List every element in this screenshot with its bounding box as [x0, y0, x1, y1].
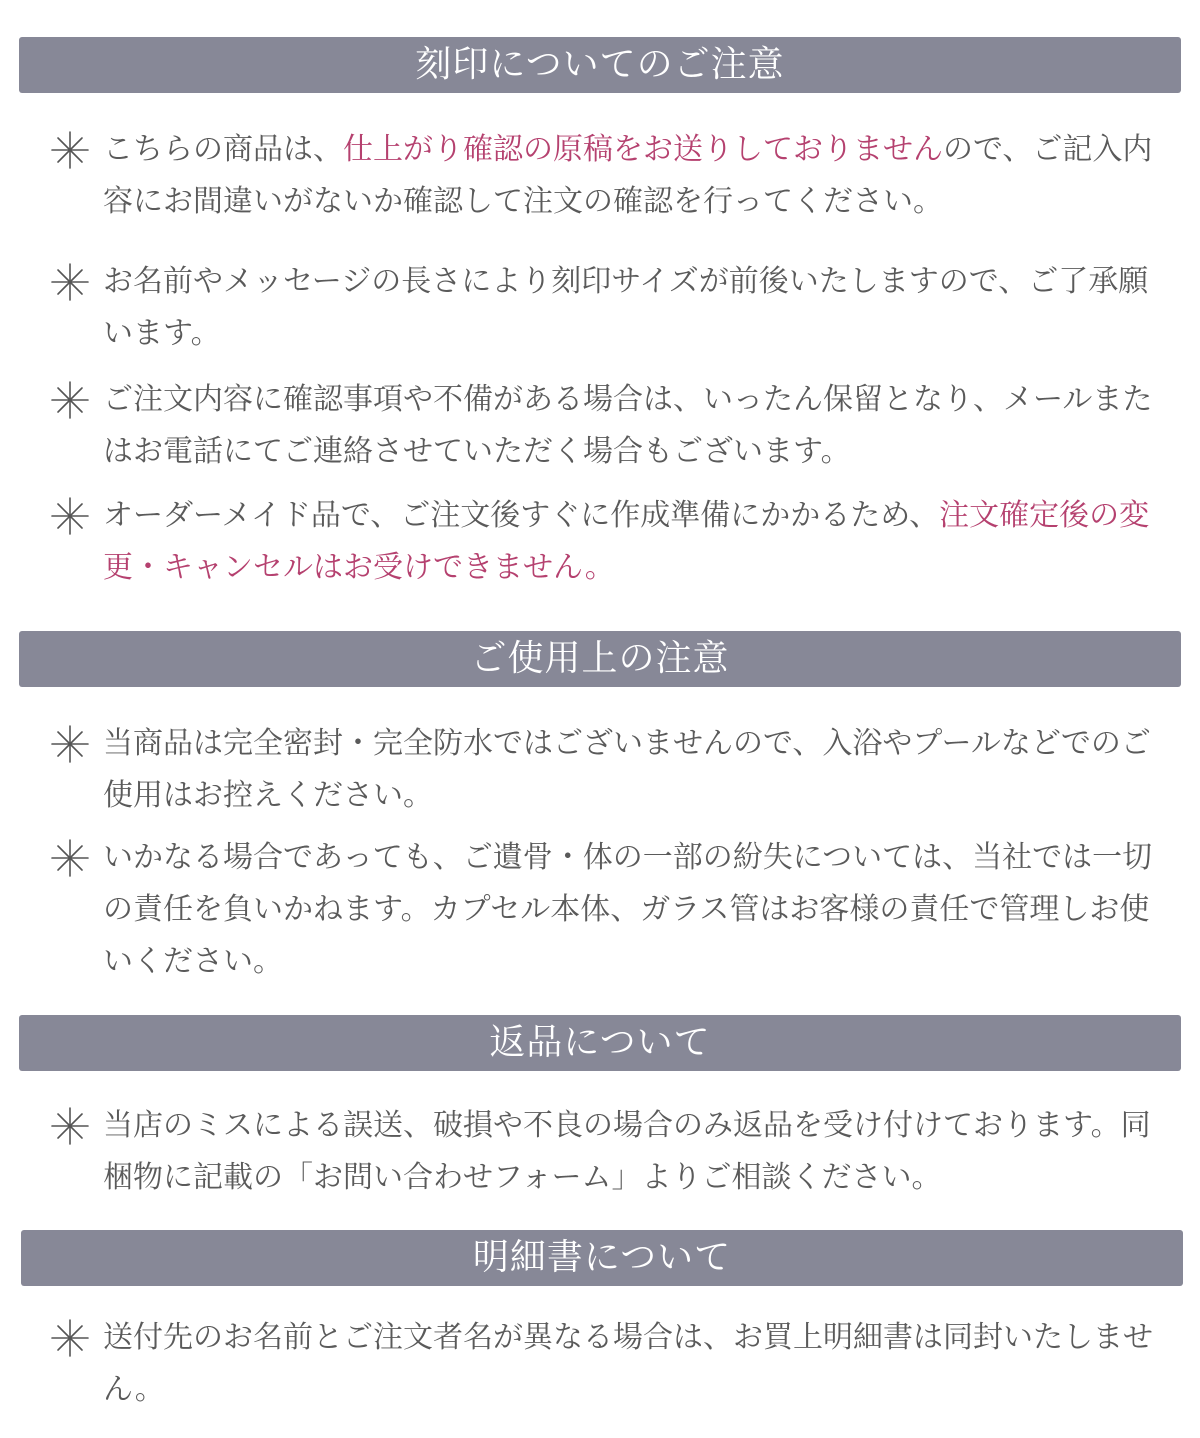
list-item	[50, 1100, 1160, 1204]
sparkle-icon	[50, 1318, 90, 1358]
sparkle-icon	[50, 262, 90, 302]
item-text: ので、ご記入内容にお間違いがないか確認して注文の確認を行ってください。	[103, 132, 1153, 219]
list-item	[50, 124, 1160, 228]
sparkle-icon	[50, 496, 90, 536]
list-item	[50, 832, 1160, 988]
section-header-engraving: 刻印についてのご注意	[19, 37, 1181, 93]
item-text: いかなる場合であっても、ご遺骨・体の一部の紛失については、当社では一切の責任を負いかねます。カプセル本体、ガラス管はお客様の責任で管理しお使いください。	[103, 840, 1153, 979]
sparkle-icon	[50, 1106, 90, 1146]
section-header-returns: 返品について	[19, 1015, 1181, 1071]
highlight-text: 注文確定後の変更・キャンセルはお受けできません。	[103, 498, 1150, 585]
item-text: ご注文内容に確認事項や不備がある場合は、いったん保留となり、メールまたはお電話にてご連絡させていただく場合もございます。	[103, 382, 1153, 469]
sparkle-icon	[50, 724, 90, 764]
sparkle-icon	[50, 838, 90, 878]
item-text: 送付先のお名前とご注文者名が異なる場合は、お買上明細書は同封いたしません。	[103, 1320, 1153, 1407]
item-text: 当店のミスによる誤送、破損や不良の場合のみ返品を受け付けております。同梱物に記載の「お問い合わせフォーム」よりご相談ください。	[103, 1108, 1151, 1195]
section-header-usage: ご使用上の注意	[19, 631, 1181, 687]
sparkle-icon	[50, 130, 90, 170]
list-item	[50, 1312, 1160, 1416]
highlight-text: 仕上がり確認の原稿をお送りしておりません	[343, 132, 943, 167]
list-item	[50, 256, 1160, 360]
item-text: こちらの商品は、	[103, 132, 343, 167]
list-item	[50, 374, 1160, 478]
list-item	[50, 490, 1160, 594]
item-text: オーダーメイド品で、ご注文後すぐに作成準備にかかるため、	[103, 498, 940, 533]
sparkle-icon	[50, 380, 90, 420]
list-item	[50, 718, 1160, 822]
item-text: 当商品は完全密封・完全防水ではございませんので、入浴やプールなどでのご使用はお控えください。	[103, 726, 1151, 813]
section-header-statement: 明細書について	[21, 1230, 1183, 1286]
item-text: お名前やメッセージの長さにより刻印サイズが前後いたしますので、ご了承願います。	[103, 264, 1149, 351]
